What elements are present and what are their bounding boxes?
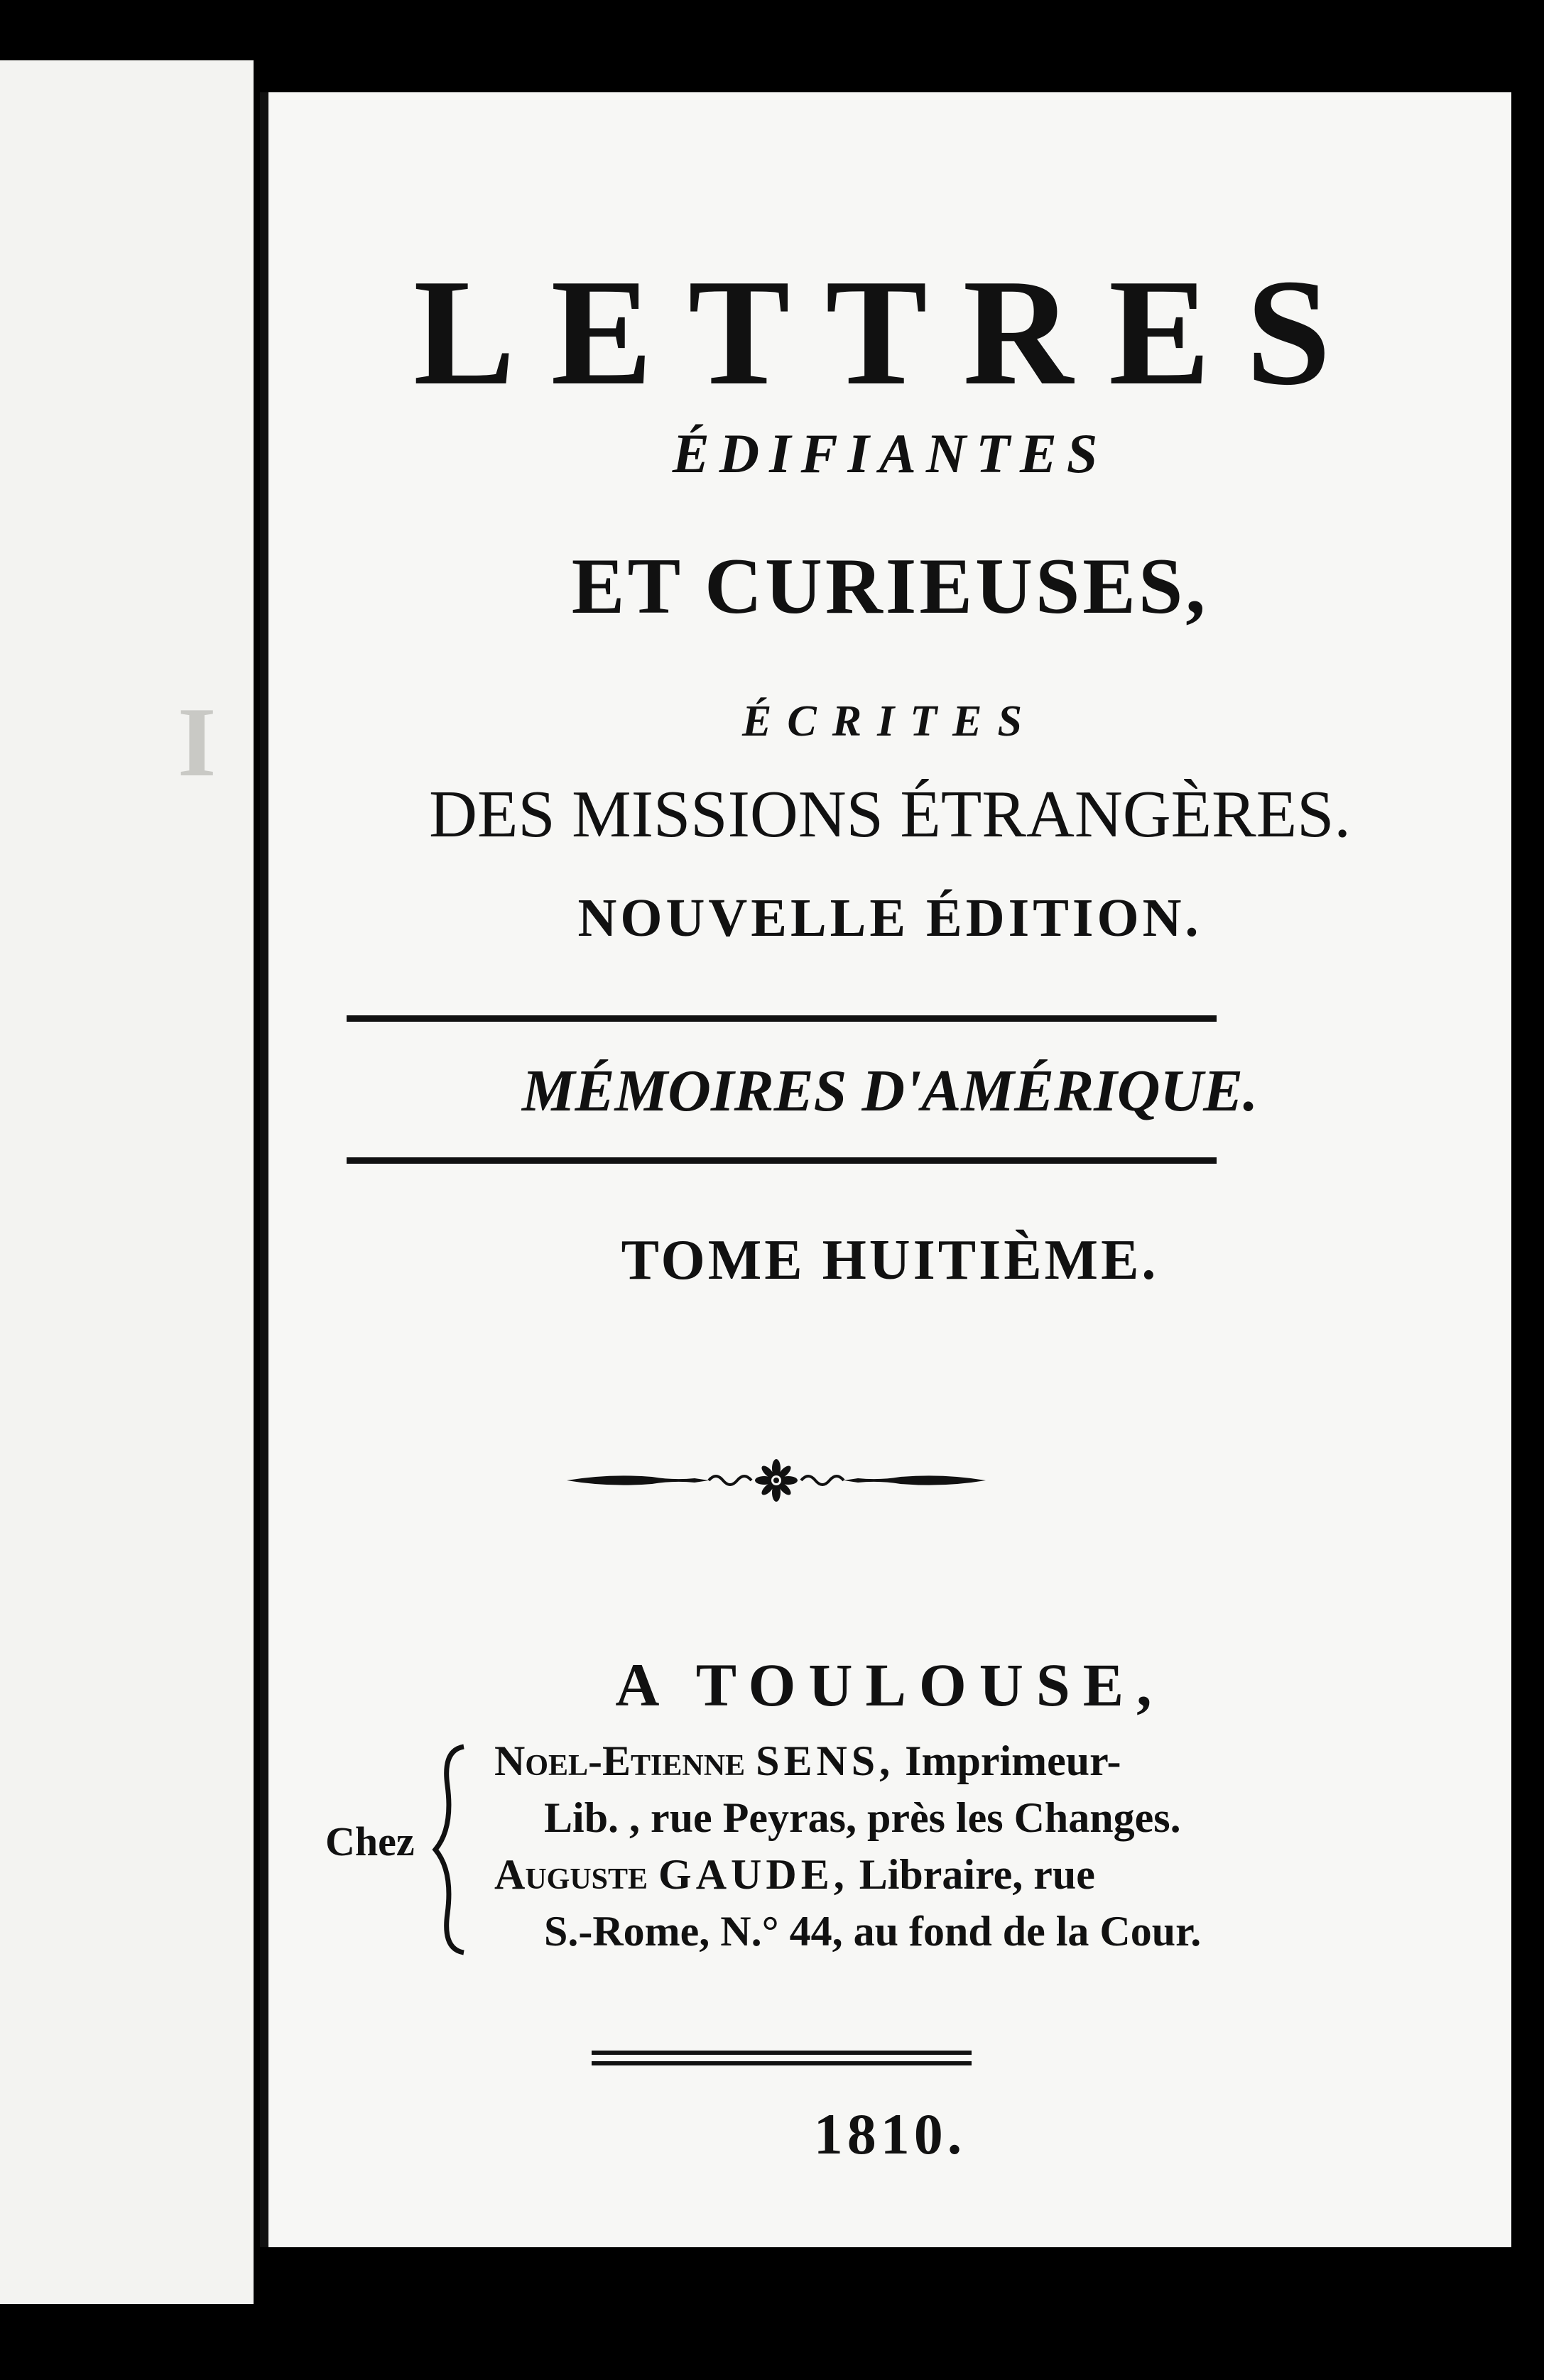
publication-year: 1810. xyxy=(813,2102,967,2166)
brace-icon xyxy=(432,1743,474,1956)
printer-name: Noel-Etienne xyxy=(494,1737,746,1784)
divider-bottom xyxy=(347,1157,1217,1164)
printer-role: Imprimeur- xyxy=(905,1737,1121,1784)
volume-label: TOME HUITIÈME. xyxy=(621,1229,1159,1292)
title-page xyxy=(260,92,1511,2247)
title-main: LETTRES xyxy=(413,247,1366,417)
bookseller-role: Libraire, rue xyxy=(859,1851,1095,1898)
title-ecrites: ÉCRITES xyxy=(742,697,1038,746)
imprint-line-1 xyxy=(494,1732,1205,1789)
title-missions: DES MISSIONS ÉTRANGÈRES. xyxy=(429,777,1351,851)
double-rule-bottom xyxy=(592,2061,972,2065)
double-rule-top xyxy=(592,2051,972,2055)
imprint-line-3 xyxy=(494,1846,1205,1903)
printer-surname: SENS, xyxy=(756,1737,895,1784)
edition-label: NOUVELLE ÉDITION. xyxy=(577,888,1202,948)
imprint-addresses xyxy=(494,1732,1205,1960)
title-curieuses: ET CURIEUSES, xyxy=(571,542,1209,631)
bookseller-surname: GAUDE, xyxy=(658,1851,849,1898)
ornament-icon xyxy=(567,1456,986,1505)
divider-top xyxy=(347,1015,1217,1022)
bookseller-name: Auguste xyxy=(494,1851,648,1898)
facing-page xyxy=(0,60,254,2304)
title-edifiantes: ÉDIFIANTES xyxy=(672,422,1108,484)
imprint-city: A TOULOUSE, xyxy=(615,1651,1165,1719)
facing-page-bleed: I xyxy=(178,687,217,797)
section-title: MÉMOIRES D'AMÉRIQUE. xyxy=(521,1058,1258,1124)
imprint-line-4: S.-Rome, N.° 44, au fond de la Cour. xyxy=(544,1908,1202,1955)
imprint-chez: Chez xyxy=(325,1818,415,1865)
imprint-line-2: Lib. , rue Peyras, près les Changes. xyxy=(544,1794,1181,1841)
